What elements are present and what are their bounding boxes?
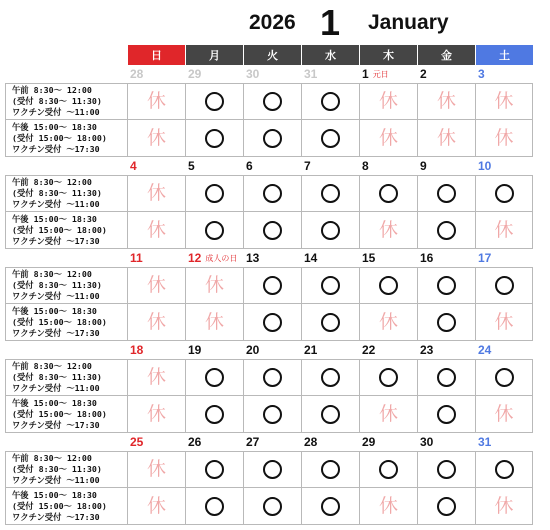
schedule-cell <box>185 175 243 212</box>
hours-line: ワクチン受付 ～11:00 <box>12 199 100 209</box>
closed-mark: 休 <box>204 274 224 296</box>
schedule-cell <box>127 120 185 157</box>
day-number <box>301 249 359 267</box>
schedule-cell <box>475 175 533 212</box>
open-circle-icon <box>263 276 282 295</box>
closed-mark: 休 <box>378 126 398 149</box>
day-number <box>127 157 185 175</box>
schedule-cell <box>417 304 475 341</box>
day-number <box>301 433 359 451</box>
afternoon-hours-label <box>5 120 127 157</box>
open-circle-icon <box>437 497 456 516</box>
closed-mark: 休 <box>378 402 398 425</box>
month-number: 1 <box>320 2 341 43</box>
schedule-cell <box>185 396 243 433</box>
schedule-cell <box>243 304 301 341</box>
month-name: January <box>368 11 449 34</box>
hours-line: (受付 8:30～ 11:30) <box>12 372 102 382</box>
closed-mark: 休 <box>494 218 514 241</box>
afternoon-hours-label <box>5 488 127 525</box>
weekday-mon: 月 <box>185 45 243 65</box>
day-number <box>243 341 301 359</box>
hours-line: ワクチン受付 ～17:30 <box>12 511 100 522</box>
day-number <box>417 249 475 267</box>
closed-mark: 休 <box>146 218 166 241</box>
closed-mark: 休 <box>146 494 166 517</box>
schedule-cell <box>359 396 417 433</box>
day-number-text: 19 <box>188 343 202 357</box>
day-number-text: 11 <box>130 251 143 265</box>
day-number <box>301 341 359 359</box>
date-row <box>5 341 545 359</box>
closed-mark: 休 <box>378 310 398 333</box>
schedule-cell <box>475 83 533 120</box>
schedule-cell <box>243 488 301 525</box>
schedule-cell <box>127 396 185 433</box>
closed-mark: 休 <box>494 402 514 425</box>
day-number-text: 1 <box>362 67 369 81</box>
day-number-text: 29 <box>188 67 202 81</box>
hours-line: ワクチン受付 ～11:00 <box>12 291 100 301</box>
hours-line: 午前 8:30～ 12:00 <box>12 85 92 95</box>
schedule-cell <box>475 396 533 433</box>
schedule-cell <box>127 212 185 249</box>
closed-mark: 休 <box>378 218 398 241</box>
schedule-cell <box>185 83 243 120</box>
open-circle-icon <box>263 460 282 479</box>
schedule-cell <box>301 451 359 488</box>
schedule-cell <box>417 396 475 433</box>
weekday-wed: 水 <box>301 45 359 65</box>
open-circle-icon <box>263 129 282 148</box>
day-number <box>417 157 475 175</box>
schedule-cell <box>359 451 417 488</box>
open-circle-icon <box>205 221 224 240</box>
day-number <box>185 433 243 451</box>
schedule-cell <box>417 488 475 525</box>
day-number-text: 17 <box>478 251 492 265</box>
open-circle-icon <box>495 184 514 203</box>
hours-line: (受付 15:00～ 18:00) <box>12 316 107 327</box>
morning-hours-label <box>5 267 127 304</box>
schedule-cell <box>301 304 359 341</box>
afternoon-slot-row <box>5 212 545 249</box>
day-number-text: 7 <box>304 159 311 173</box>
day-number-text: 31 <box>478 435 492 449</box>
afternoon-hours-label <box>5 396 127 433</box>
day-number-text: 31 <box>304 67 318 81</box>
day-number-text: 2 <box>420 67 427 81</box>
open-circle-icon <box>437 405 456 424</box>
open-circle-icon <box>321 129 340 148</box>
open-circle-icon <box>321 184 340 203</box>
hours-line: (受付 8:30～ 11:30) <box>12 96 102 106</box>
schedule-cell <box>127 83 185 120</box>
schedule-cell <box>127 267 185 304</box>
open-circle-icon <box>437 313 456 332</box>
day-number <box>475 249 533 267</box>
day-number <box>475 433 533 451</box>
day-number <box>359 249 417 267</box>
schedule-cell <box>417 212 475 249</box>
open-circle-icon <box>205 92 224 111</box>
day-number-text: 9 <box>420 159 427 173</box>
morning-slot-row <box>5 359 545 396</box>
open-circle-icon <box>205 368 224 387</box>
weekday-sun: 日 <box>127 45 185 65</box>
day-number-text: 25 <box>130 435 144 449</box>
schedule-cell <box>475 267 533 304</box>
day-number <box>127 341 185 359</box>
calendar-week <box>5 65 545 157</box>
closed-mark: 休 <box>378 90 398 112</box>
day-number <box>127 65 185 83</box>
hours-line: 午後 15:00～ 18:30 <box>12 397 97 408</box>
day-number <box>301 65 359 83</box>
afternoon-hours-label <box>5 304 127 341</box>
day-number <box>475 157 533 175</box>
schedule-cell <box>185 359 243 396</box>
hours-line: ワクチン受付 ～11:00 <box>12 475 100 485</box>
day-number <box>301 157 359 175</box>
day-number <box>185 157 243 175</box>
schedule-cell <box>127 451 185 488</box>
clinic-schedule-calendar <box>5 45 545 525</box>
day-number <box>359 65 417 83</box>
schedule-cell <box>301 120 359 157</box>
day-number <box>359 433 417 451</box>
day-number <box>475 65 533 83</box>
day-number <box>185 65 243 83</box>
schedule-cell <box>301 175 359 212</box>
day-number-text: 4 <box>130 159 137 173</box>
open-circle-icon <box>437 276 456 295</box>
open-circle-icon <box>205 129 224 148</box>
closed-mark: 休 <box>204 310 224 333</box>
morning-hours-label <box>5 83 127 120</box>
closed-mark: 休 <box>146 274 166 296</box>
weekday-sat: 土 <box>475 45 533 65</box>
schedule-cell <box>359 488 417 525</box>
schedule-cell <box>243 396 301 433</box>
open-circle-icon <box>205 460 224 479</box>
open-circle-icon <box>263 368 282 387</box>
schedule-cell <box>475 488 533 525</box>
calendar-week <box>5 341 545 433</box>
schedule-cell <box>127 304 185 341</box>
afternoon-slot-row <box>5 488 545 525</box>
closed-mark: 休 <box>146 310 166 333</box>
closed-mark: 休 <box>378 494 398 517</box>
weekday-tue: 火 <box>243 45 301 65</box>
hours-line: (受付 15:00～ 18:00) <box>12 132 107 143</box>
schedule-cell <box>359 83 417 120</box>
afternoon-slot-row <box>5 396 545 433</box>
hours-line: (受付 8:30～ 11:30) <box>12 464 102 474</box>
schedule-cell <box>185 212 243 249</box>
date-row <box>5 433 545 451</box>
year-label: 2026 <box>249 11 296 34</box>
schedule-cell <box>417 83 475 120</box>
open-circle-icon <box>379 368 398 387</box>
day-number-text: 29 <box>362 435 376 449</box>
date-row <box>5 157 545 175</box>
morning-slot-row <box>5 175 545 212</box>
schedule-cell <box>243 212 301 249</box>
closed-mark: 休 <box>146 366 166 388</box>
day-number <box>127 433 185 451</box>
day-number-text: 16 <box>420 251 434 265</box>
schedule-cell <box>475 120 533 157</box>
schedule-cell <box>301 359 359 396</box>
open-circle-icon <box>205 497 224 516</box>
open-circle-icon <box>263 221 282 240</box>
schedule-cell <box>359 267 417 304</box>
day-number-text: 28 <box>304 435 318 449</box>
morning-slot-row <box>5 451 545 488</box>
hours-line: (受付 15:00～ 18:00) <box>12 224 107 235</box>
schedule-cell <box>417 175 475 212</box>
hours-line: (受付 8:30～ 11:30) <box>12 280 102 290</box>
day-number <box>243 433 301 451</box>
day-number <box>243 65 301 83</box>
afternoon-slot-row <box>5 304 545 341</box>
open-circle-icon <box>205 184 224 203</box>
schedule-cell <box>417 359 475 396</box>
open-circle-icon <box>379 460 398 479</box>
open-circle-icon <box>263 184 282 203</box>
hours-line: ワクチン受付 ～17:30 <box>12 235 100 246</box>
schedule-cell <box>475 359 533 396</box>
day-number-text: 21 <box>304 343 318 357</box>
schedule-cell <box>243 267 301 304</box>
open-circle-icon <box>321 221 340 240</box>
closed-mark: 休 <box>146 458 166 480</box>
open-circle-icon <box>495 460 514 479</box>
open-circle-icon <box>263 405 282 424</box>
hours-line: 午前 8:30～ 12:00 <box>12 453 92 463</box>
schedule-cell <box>417 120 475 157</box>
schedule-cell <box>301 267 359 304</box>
day-number <box>359 341 417 359</box>
day-number-text: 30 <box>246 67 260 81</box>
open-circle-icon <box>495 276 514 295</box>
open-circle-icon <box>321 313 340 332</box>
day-number-text: 8 <box>362 159 369 173</box>
schedule-cell <box>359 359 417 396</box>
schedule-cell <box>127 175 185 212</box>
open-circle-icon <box>321 405 340 424</box>
closed-mark: 休 <box>146 90 166 112</box>
morning-hours-label <box>5 451 127 488</box>
open-circle-icon <box>495 368 514 387</box>
date-row <box>5 65 545 83</box>
morning-hours-label <box>5 359 127 396</box>
open-circle-icon <box>263 313 282 332</box>
day-number-text: 22 <box>362 343 376 357</box>
closed-mark: 休 <box>146 126 166 149</box>
hours-line: 午後 15:00～ 18:30 <box>12 121 97 132</box>
open-circle-icon <box>205 405 224 424</box>
schedule-cell <box>243 451 301 488</box>
day-number <box>127 249 185 267</box>
weekday-fri: 金 <box>417 45 475 65</box>
schedule-cell <box>359 175 417 212</box>
closed-mark: 休 <box>436 126 456 149</box>
hours-line: ワクチン受付 ～17:30 <box>12 419 100 430</box>
open-circle-icon <box>263 497 282 516</box>
open-circle-icon <box>437 368 456 387</box>
calendar-week <box>5 249 545 341</box>
open-circle-icon <box>379 184 398 203</box>
day-number-text: 30 <box>420 435 434 449</box>
day-number <box>417 65 475 83</box>
open-circle-icon <box>321 460 340 479</box>
open-circle-icon <box>321 497 340 516</box>
schedule-cell <box>185 120 243 157</box>
day-number <box>243 249 301 267</box>
open-circle-icon <box>263 92 282 111</box>
hours-line: (受付 15:00～ 18:00) <box>12 500 107 511</box>
open-circle-icon <box>437 184 456 203</box>
day-number-text: 24 <box>478 343 492 357</box>
closed-mark: 休 <box>494 90 514 112</box>
hours-line: 午前 8:30～ 12:00 <box>12 269 92 279</box>
schedule-cell <box>185 267 243 304</box>
schedule-cell <box>417 267 475 304</box>
closed-mark: 休 <box>146 182 166 204</box>
schedule-cell <box>301 396 359 433</box>
schedule-cell <box>417 451 475 488</box>
schedule-cell <box>243 359 301 396</box>
day-number-text: 13 <box>246 251 260 265</box>
weekday-header <box>5 45 545 65</box>
calendar-week <box>5 157 545 249</box>
hours-line: 午後 15:00～ 18:30 <box>12 489 97 500</box>
day-number-text: 18 <box>130 343 144 357</box>
schedule-cell <box>243 175 301 212</box>
day-number-text: 15 <box>362 251 376 265</box>
morning-slot-row <box>5 267 545 304</box>
open-circle-icon <box>321 92 340 111</box>
hours-line: 午後 15:00～ 18:30 <box>12 305 97 316</box>
hours-line: 午後 15:00～ 18:30 <box>12 213 97 224</box>
calendar-title <box>0 0 550 42</box>
day-number <box>359 157 417 175</box>
day-number-text: 3 <box>478 67 485 81</box>
day-number-text: 23 <box>420 343 434 357</box>
hours-line: ワクチン受付 ～11:00 <box>12 107 100 117</box>
weekday-thu: 木 <box>359 45 417 65</box>
closed-mark: 休 <box>494 126 514 149</box>
schedule-cell <box>301 212 359 249</box>
schedule-cell <box>127 359 185 396</box>
day-number-text: 20 <box>246 343 260 357</box>
closed-mark: 休 <box>494 494 514 517</box>
schedule-cell <box>243 83 301 120</box>
hours-line: 午前 8:30～ 12:00 <box>12 361 92 371</box>
closed-mark: 休 <box>146 402 166 425</box>
hours-line: (受付 15:00～ 18:00) <box>12 408 107 419</box>
schedule-cell <box>243 120 301 157</box>
closed-mark: 休 <box>436 90 456 112</box>
afternoon-slot-row <box>5 120 545 157</box>
hours-line: 午前 8:30～ 12:00 <box>12 177 92 187</box>
afternoon-hours-label <box>5 212 127 249</box>
schedule-cell <box>359 304 417 341</box>
day-number-text: 28 <box>130 67 144 81</box>
hours-line: ワクチン受付 ～11:00 <box>12 383 100 393</box>
schedule-cell <box>185 488 243 525</box>
open-circle-icon <box>321 368 340 387</box>
open-circle-icon <box>437 221 456 240</box>
schedule-cell <box>475 304 533 341</box>
day-number <box>475 341 533 359</box>
schedule-cell <box>127 488 185 525</box>
hours-line: ワクチン受付 ～17:30 <box>12 143 100 154</box>
day-number-text: 26 <box>188 435 202 449</box>
schedule-cell <box>301 488 359 525</box>
hours-line: ワクチン受付 ～17:30 <box>12 327 100 338</box>
day-number <box>417 341 475 359</box>
hours-line: (受付 8:30～ 11:30) <box>12 188 102 198</box>
schedule-cell <box>359 120 417 157</box>
day-number-text: 5 <box>188 159 195 173</box>
day-number-text: 14 <box>304 251 318 265</box>
schedule-cell <box>475 451 533 488</box>
schedule-cell <box>185 304 243 341</box>
day-number-text: 27 <box>246 435 260 449</box>
schedule-cell <box>475 212 533 249</box>
day-number-text: 10 <box>478 159 492 173</box>
morning-hours-label <box>5 175 127 212</box>
open-circle-icon <box>437 460 456 479</box>
closed-mark: 休 <box>494 310 514 333</box>
calendar-week <box>5 433 545 525</box>
schedule-cell <box>185 451 243 488</box>
schedule-cell <box>301 83 359 120</box>
day-number <box>243 157 301 175</box>
open-circle-icon <box>321 276 340 295</box>
holiday-label: 元日 <box>372 69 389 79</box>
day-number <box>185 249 243 267</box>
schedule-cell <box>359 212 417 249</box>
day-number-text: 6 <box>246 159 253 173</box>
morning-slot-row <box>5 83 545 120</box>
day-number <box>417 433 475 451</box>
day-number <box>185 341 243 359</box>
open-circle-icon <box>379 276 398 295</box>
date-row <box>5 249 545 267</box>
holiday-label: 成人の日 <box>205 253 238 263</box>
day-number-text: 12 <box>188 251 202 265</box>
